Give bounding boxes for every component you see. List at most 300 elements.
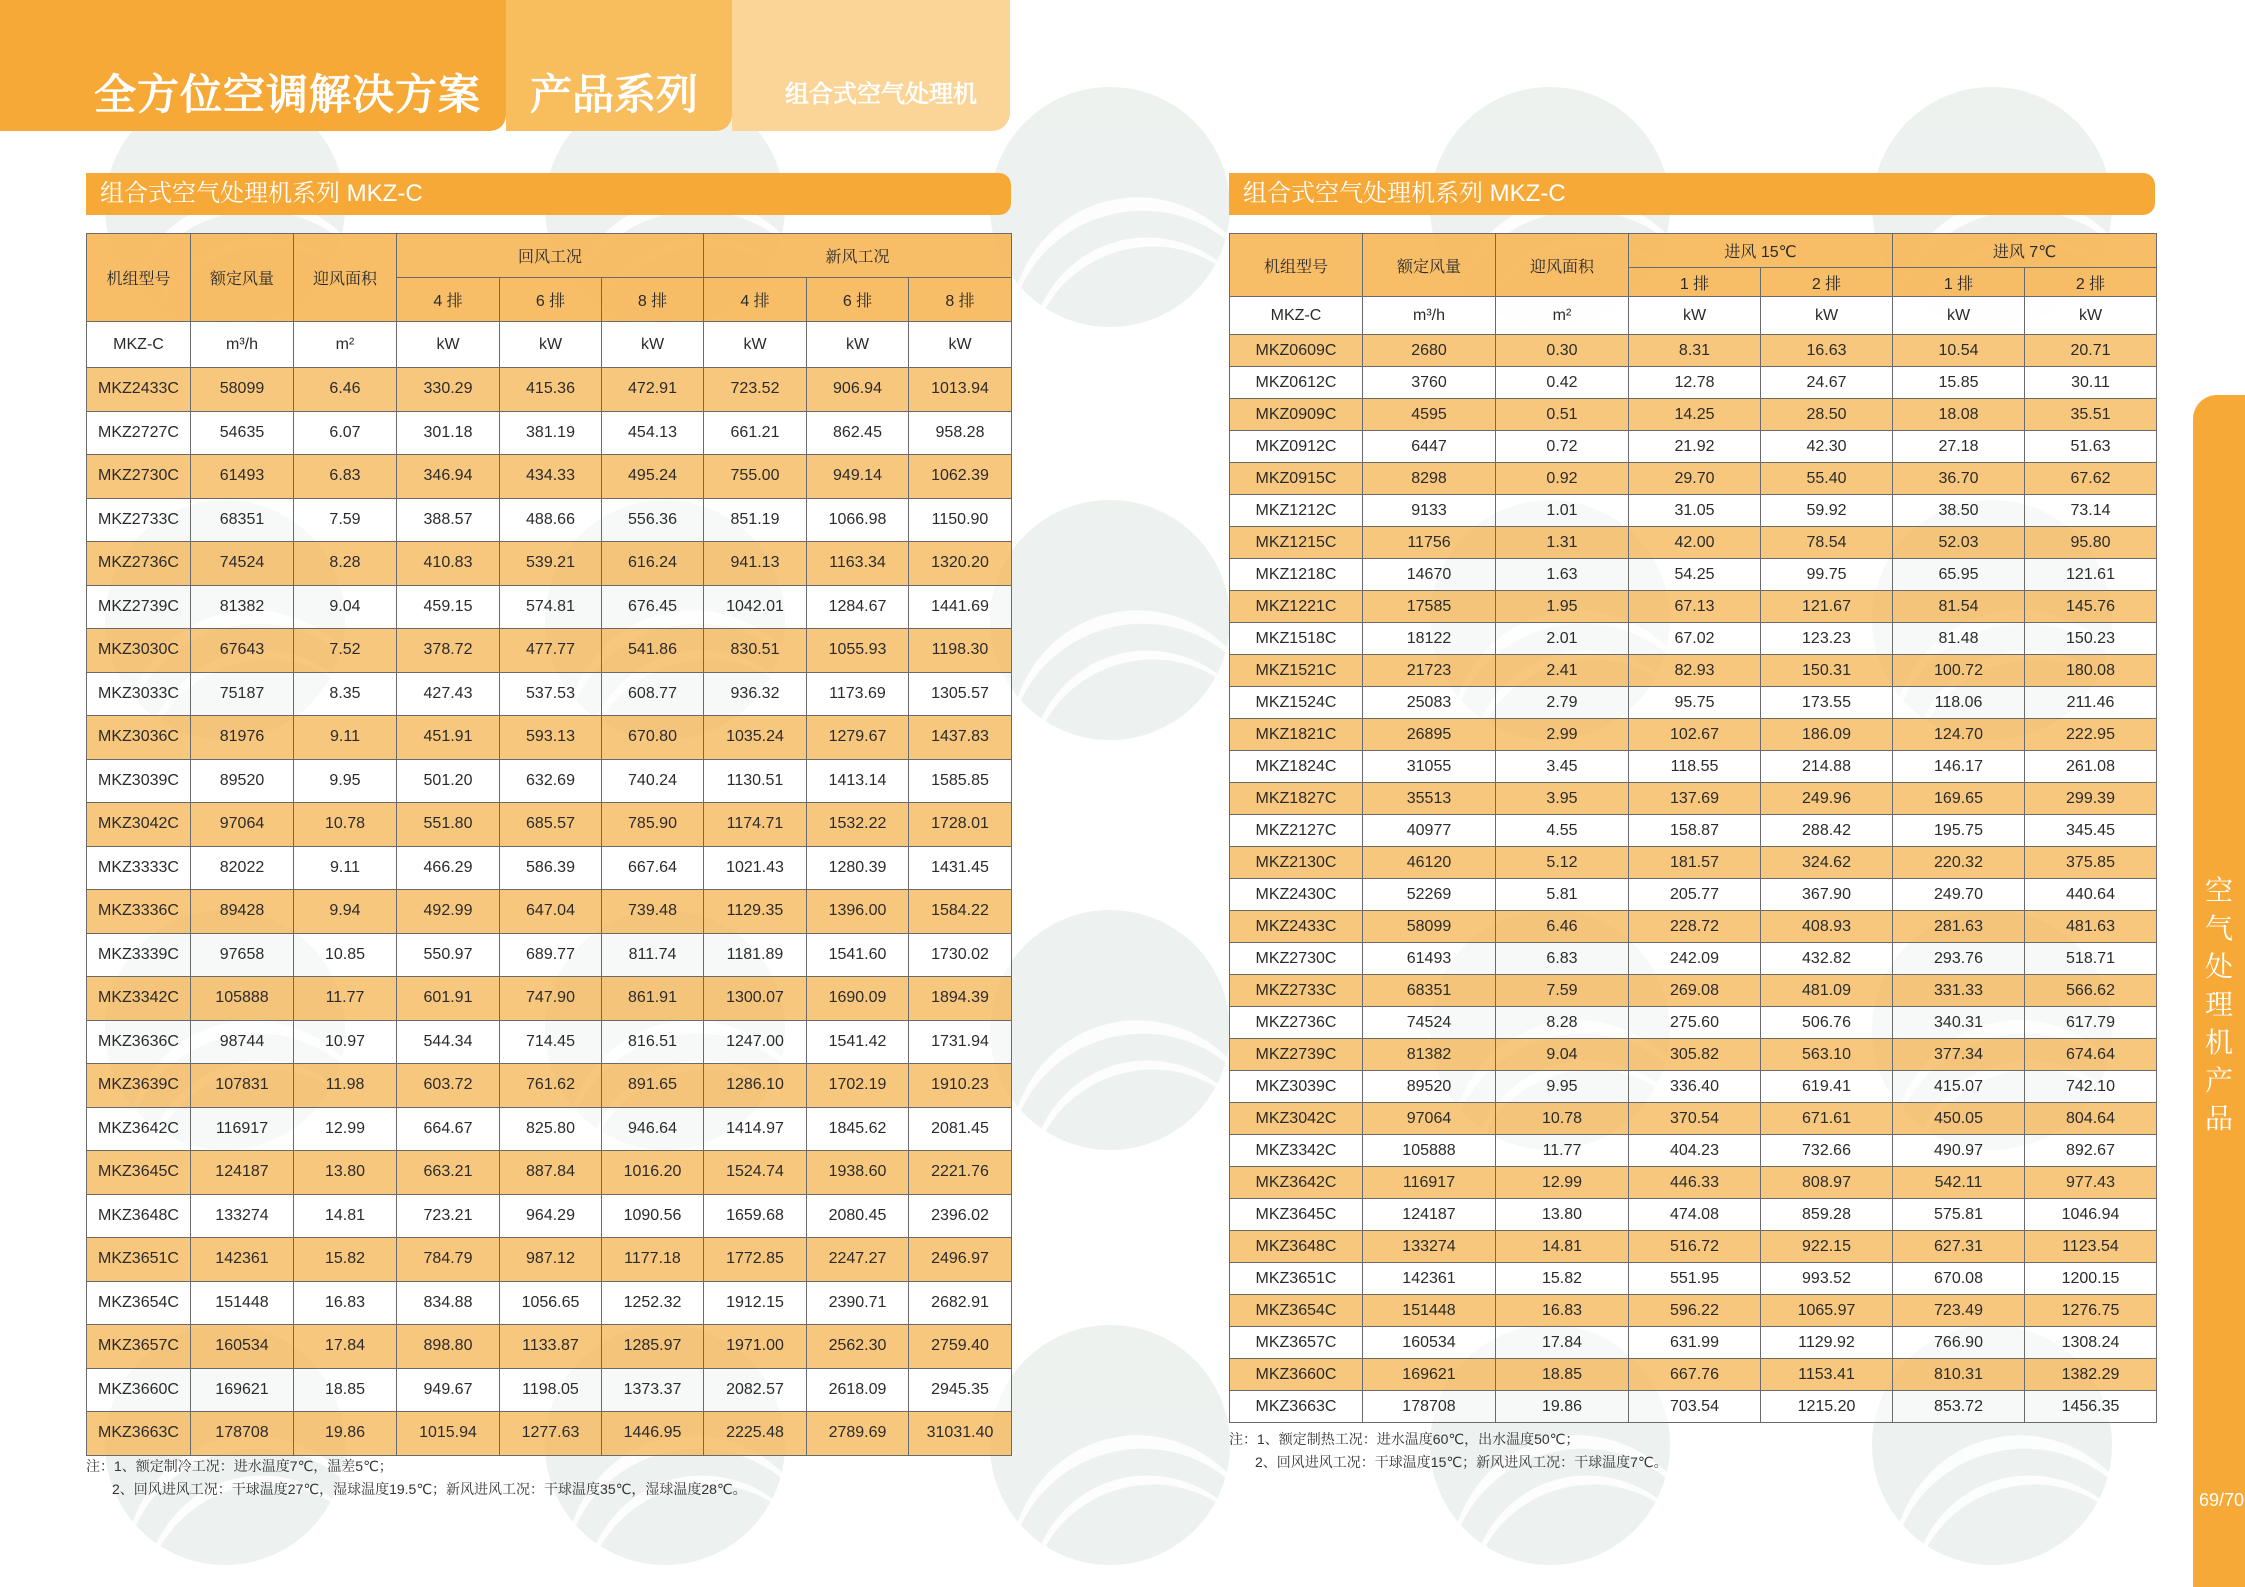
value-cell: 1042.01 — [704, 585, 807, 629]
value-cell: 12.78 — [1629, 367, 1761, 399]
value-cell: 6447 — [1363, 431, 1496, 463]
model-cell: MKZ2730C — [1230, 943, 1363, 975]
value-cell: 6.07 — [294, 411, 397, 455]
value-cell: 2081.45 — [909, 1107, 1012, 1151]
unit-cell: kW — [704, 322, 807, 368]
value-cell: 459.15 — [397, 585, 500, 629]
value-cell: 2682.91 — [909, 1281, 1012, 1325]
model-cell: MKZ3660C — [87, 1368, 191, 1412]
value-cell: 18.85 — [1496, 1359, 1629, 1391]
value-cell: 15.85 — [1893, 367, 2025, 399]
header-segment — [732, 0, 1010, 131]
value-cell: 21.92 — [1629, 431, 1761, 463]
value-cell: 949.14 — [807, 455, 909, 499]
value-cell: 1133.87 — [500, 1325, 602, 1369]
value-cell: 891.65 — [602, 1064, 704, 1108]
value-cell: 301.18 — [397, 411, 500, 455]
value-cell: 566.62 — [2025, 975, 2157, 1007]
value-cell: 556.36 — [602, 498, 704, 542]
value-cell: 10.78 — [1496, 1103, 1629, 1135]
value-cell: 5.81 — [1496, 879, 1629, 911]
header-airflow: 额定风量 — [1363, 234, 1496, 297]
value-cell: 67.62 — [2025, 463, 2157, 495]
model-cell: MKZ3663C — [1230, 1391, 1363, 1423]
value-cell: 10.85 — [294, 933, 397, 977]
value-cell: 501.20 — [397, 759, 500, 803]
model-cell: MKZ3042C — [1230, 1103, 1363, 1135]
value-cell: 1305.57 — [909, 672, 1012, 716]
value-cell: 17.84 — [1496, 1327, 1629, 1359]
value-cell: 26895 — [1363, 719, 1496, 751]
value-cell: 3760 — [1363, 367, 1496, 399]
value-cell: 2221.76 — [909, 1151, 1012, 1195]
value-cell: 1066.98 — [807, 498, 909, 542]
unit-cell: kW — [2025, 297, 2157, 335]
value-cell: 987.12 — [500, 1238, 602, 1282]
model-cell: MKZ2733C — [1230, 975, 1363, 1007]
value-cell: 1277.63 — [500, 1412, 602, 1456]
value-cell: 52269 — [1363, 879, 1496, 911]
unit-cell: m² — [294, 322, 397, 368]
value-cell: 7.59 — [294, 498, 397, 542]
value-cell: 740.24 — [602, 759, 704, 803]
model-cell: MKZ1521C — [1230, 655, 1363, 687]
value-cell: 10.54 — [1893, 335, 2025, 367]
value-cell: 1252.32 — [602, 1281, 704, 1325]
value-cell: 0.92 — [1496, 463, 1629, 495]
value-cell: 1431.45 — [909, 846, 1012, 890]
header-model: 机组型号 — [87, 234, 191, 322]
table-row — [1230, 1071, 2157, 1103]
value-cell: 89428 — [191, 890, 294, 934]
value-cell: 67643 — [191, 629, 294, 673]
value-cell: 15.82 — [1496, 1263, 1629, 1295]
header-rows: 4 排 — [704, 278, 807, 322]
value-cell: 495.24 — [602, 455, 704, 499]
table-row — [1230, 367, 2157, 399]
model-cell: MKZ1824C — [1230, 751, 1363, 783]
unit-cell: kW — [807, 322, 909, 368]
value-cell: 1285.97 — [602, 1325, 704, 1369]
value-cell: 151448 — [191, 1281, 294, 1325]
value-cell: 8.28 — [1496, 1007, 1629, 1039]
value-cell: 388.57 — [397, 498, 500, 542]
value-cell: 61493 — [191, 455, 294, 499]
value-cell: 107831 — [191, 1064, 294, 1108]
value-cell: 121.67 — [1761, 591, 1893, 623]
model-cell: MKZ2433C — [1230, 911, 1363, 943]
value-cell: 993.52 — [1761, 1263, 1893, 1295]
value-cell: 1284.67 — [807, 585, 909, 629]
value-cell: 2618.09 — [807, 1368, 909, 1412]
value-cell: 377.34 — [1893, 1039, 2025, 1071]
value-cell: 941.13 — [704, 542, 807, 586]
table-row — [1230, 1103, 2157, 1135]
value-cell: 30.11 — [2025, 367, 2157, 399]
value-cell: 977.43 — [2025, 1167, 2157, 1199]
value-cell: 9.11 — [294, 846, 397, 890]
value-cell: 81.54 — [1893, 591, 2025, 623]
value-cell: 169621 — [1363, 1359, 1496, 1391]
value-cell: 222.95 — [2025, 719, 2157, 751]
table-row — [87, 585, 1012, 629]
model-cell: MKZ2739C — [87, 585, 191, 629]
value-cell: 14.81 — [1496, 1231, 1629, 1263]
table-row — [1230, 1359, 2157, 1391]
value-cell: 563.10 — [1761, 1039, 1893, 1071]
value-cell: 825.80 — [500, 1107, 602, 1151]
model-cell: MKZ3639C — [87, 1064, 191, 1108]
header-rows: 6 排 — [500, 278, 602, 322]
value-cell: 6.83 — [294, 455, 397, 499]
model-cell: MKZ1212C — [1230, 495, 1363, 527]
page-number: 69/70 — [2199, 1490, 2245, 1510]
value-cell: 481.63 — [2025, 911, 2157, 943]
table-row — [87, 759, 1012, 803]
value-cell: 1021.43 — [704, 846, 807, 890]
value-cell: 593.13 — [500, 716, 602, 760]
table-row — [1230, 1327, 2157, 1359]
value-cell: 14.81 — [294, 1194, 397, 1238]
value-cell: 81976 — [191, 716, 294, 760]
value-cell: 1456.35 — [2025, 1391, 2157, 1423]
model-cell: MKZ3333C — [87, 846, 191, 890]
model-cell: MKZ3636C — [87, 1020, 191, 1064]
model-cell: MKZ2430C — [1230, 879, 1363, 911]
value-cell: 121.61 — [2025, 559, 2157, 591]
value-cell: 100.72 — [1893, 655, 2025, 687]
table-row — [87, 498, 1012, 542]
value-cell: 61493 — [1363, 943, 1496, 975]
value-cell: 146.17 — [1893, 751, 2025, 783]
value-cell: 0.30 — [1496, 335, 1629, 367]
value-cell: 9133 — [1363, 495, 1496, 527]
value-cell: 2.79 — [1496, 687, 1629, 719]
value-cell: 1320.20 — [909, 542, 1012, 586]
value-cell: 9.04 — [1496, 1039, 1629, 1071]
model-cell: MKZ3039C — [87, 759, 191, 803]
value-cell: 619.41 — [1761, 1071, 1893, 1103]
value-cell: 1056.65 — [500, 1281, 602, 1325]
value-cell: 541.86 — [602, 629, 704, 673]
note-line: 注：1、额定制冷工况：进水温度7℃，温差5℃； — [86, 1458, 393, 1474]
value-cell: 1123.54 — [2025, 1231, 2157, 1263]
value-cell: 58099 — [191, 368, 294, 412]
value-cell: 31031.40 — [909, 1412, 1012, 1456]
header-series: 产品系列 — [530, 71, 699, 118]
value-cell: 7.59 — [1496, 975, 1629, 1007]
value-cell: 116917 — [1363, 1167, 1496, 1199]
value-cell: 124187 — [1363, 1199, 1496, 1231]
unit-cell: kW — [1629, 297, 1761, 335]
value-cell: 739.48 — [602, 890, 704, 934]
unit-cell: MKZ-C — [87, 322, 191, 368]
value-cell: 116917 — [191, 1107, 294, 1151]
value-cell: 46120 — [1363, 847, 1496, 879]
value-cell: 0.51 — [1496, 399, 1629, 431]
value-cell: 21723 — [1363, 655, 1496, 687]
right-notes — [1229, 1428, 1668, 1474]
value-cell: 477.77 — [500, 629, 602, 673]
table-row — [87, 542, 1012, 586]
model-cell: MKZ3342C — [87, 977, 191, 1021]
value-cell: 74524 — [191, 542, 294, 586]
value-cell: 378.72 — [397, 629, 500, 673]
model-cell: MKZ3336C — [87, 890, 191, 934]
table-row — [1230, 911, 2157, 943]
value-cell: 124187 — [191, 1151, 294, 1195]
value-cell: 95.75 — [1629, 687, 1761, 719]
value-cell: 249.70 — [1893, 879, 2025, 911]
table-row — [87, 1281, 1012, 1325]
value-cell: 1279.67 — [807, 716, 909, 760]
table-row — [1230, 815, 2157, 847]
value-cell: 667.76 — [1629, 1359, 1761, 1391]
value-cell: 542.11 — [1893, 1167, 2025, 1199]
value-cell: 574.81 — [500, 585, 602, 629]
value-cell: 898.80 — [397, 1325, 500, 1369]
value-cell: 958.28 — [909, 411, 1012, 455]
value-cell: 35.51 — [2025, 399, 2157, 431]
table-row — [1230, 975, 2157, 1007]
value-cell: 804.64 — [2025, 1103, 2157, 1135]
table-row — [87, 1412, 1012, 1456]
table-row — [1230, 1007, 2157, 1039]
table-row — [1230, 591, 2157, 623]
value-cell: 29.70 — [1629, 463, 1761, 495]
table-row — [87, 1368, 1012, 1412]
value-cell: 4595 — [1363, 399, 1496, 431]
model-cell: MKZ0609C — [1230, 335, 1363, 367]
value-cell: 616.24 — [602, 542, 704, 586]
value-cell: 1730.02 — [909, 933, 1012, 977]
value-cell: 160534 — [1363, 1327, 1496, 1359]
value-cell: 330.29 — [397, 368, 500, 412]
value-cell: 195.75 — [1893, 815, 2025, 847]
value-cell: 1659.68 — [704, 1194, 807, 1238]
model-cell: MKZ3033C — [87, 672, 191, 716]
note-line: 2、回风进风工况：干球温度15℃；新风进风工况：干球温度7℃。 — [1255, 1454, 1668, 1470]
value-cell: 137.69 — [1629, 783, 1761, 815]
value-cell: 186.09 — [1761, 719, 1893, 751]
value-cell: 10.97 — [294, 1020, 397, 1064]
value-cell: 1690.09 — [807, 977, 909, 1021]
value-cell: 1396.00 — [807, 890, 909, 934]
value-cell: 82022 — [191, 846, 294, 890]
value-cell: 180.08 — [2025, 655, 2157, 687]
table-row — [1230, 1199, 2157, 1231]
model-cell: MKZ3648C — [1230, 1231, 1363, 1263]
value-cell: 9.94 — [294, 890, 397, 934]
table-row — [1230, 431, 2157, 463]
value-cell: 346.94 — [397, 455, 500, 499]
value-cell: 451.91 — [397, 716, 500, 760]
value-cell: 20.71 — [2025, 335, 2157, 367]
value-cell: 9.11 — [294, 716, 397, 760]
value-cell: 755.00 — [704, 455, 807, 499]
table-row — [1230, 943, 2157, 975]
value-cell: 133274 — [1363, 1231, 1496, 1263]
value-cell: 516.72 — [1629, 1231, 1761, 1263]
value-cell: 16.63 — [1761, 335, 1893, 367]
value-cell: 16.83 — [1496, 1295, 1629, 1327]
table-row — [1230, 335, 2157, 367]
value-cell: 1163.34 — [807, 542, 909, 586]
table-row — [87, 368, 1012, 412]
table-row — [87, 1325, 1012, 1369]
table-row — [1230, 527, 2157, 559]
table-row — [87, 977, 1012, 1021]
table-row — [87, 1238, 1012, 1282]
value-cell: 784.79 — [397, 1238, 500, 1282]
value-cell: 14.25 — [1629, 399, 1761, 431]
table-row — [1230, 655, 2157, 687]
table-row — [1230, 879, 2157, 911]
table-row — [1230, 1039, 2157, 1071]
value-cell: 2680 — [1363, 335, 1496, 367]
value-cell: 375.85 — [2025, 847, 2157, 879]
value-cell: 1153.41 — [1761, 1359, 1893, 1391]
value-cell: 1276.75 — [2025, 1295, 2157, 1327]
value-cell: 1524.74 — [704, 1151, 807, 1195]
table-row — [1230, 559, 2157, 591]
model-cell: MKZ0612C — [1230, 367, 1363, 399]
value-cell: 9.95 — [1496, 1071, 1629, 1103]
value-cell: 671.61 — [1761, 1103, 1893, 1135]
value-cell: 211.46 — [2025, 687, 2157, 719]
model-cell: MKZ0909C — [1230, 399, 1363, 431]
value-cell: 1373.37 — [602, 1368, 704, 1412]
value-cell: 1584.22 — [909, 890, 1012, 934]
value-cell: 946.64 — [602, 1107, 704, 1151]
value-cell: 214.88 — [1761, 751, 1893, 783]
model-cell: MKZ2739C — [1230, 1039, 1363, 1071]
value-cell: 949.67 — [397, 1368, 500, 1412]
value-cell: 8.31 — [1629, 335, 1761, 367]
value-cell: 632.69 — [500, 759, 602, 803]
value-cell: 474.08 — [1629, 1199, 1761, 1231]
table-row — [1230, 1135, 2157, 1167]
table-row — [1230, 623, 2157, 655]
table-row — [87, 455, 1012, 499]
value-cell: 415.07 — [1893, 1071, 2025, 1103]
value-cell: 1013.94 — [909, 368, 1012, 412]
model-cell: MKZ2727C — [87, 411, 191, 455]
unit-cell: m³/h — [1363, 297, 1496, 335]
model-cell: MKZ1221C — [1230, 591, 1363, 623]
left-table-body — [87, 368, 1012, 1456]
value-cell: 169.65 — [1893, 783, 2025, 815]
value-cell: 13.80 — [1496, 1199, 1629, 1231]
value-cell: 1280.39 — [807, 846, 909, 890]
value-cell: 2496.97 — [909, 1238, 1012, 1282]
value-cell: 1181.89 — [704, 933, 807, 977]
table-row — [87, 1194, 1012, 1238]
value-cell: 299.39 — [2025, 783, 2157, 815]
value-cell: 647.04 — [500, 890, 602, 934]
model-cell: MKZ1524C — [1230, 687, 1363, 719]
header-inlet-15: 进风 15℃ — [1629, 234, 1893, 268]
value-cell: 68351 — [191, 498, 294, 542]
value-cell: 142361 — [1363, 1263, 1496, 1295]
value-cell: 1200.15 — [2025, 1263, 2157, 1295]
value-cell: 2080.45 — [807, 1194, 909, 1238]
unit-cell: kW — [500, 322, 602, 368]
model-cell: MKZ3651C — [1230, 1263, 1363, 1295]
table-row — [87, 716, 1012, 760]
value-cell: 1912.15 — [704, 1281, 807, 1325]
unit-cell: m³/h — [191, 322, 294, 368]
header-return-air: 回风工况 — [397, 234, 704, 278]
value-cell: 123.23 — [1761, 623, 1893, 655]
value-cell: 631.99 — [1629, 1327, 1761, 1359]
value-cell: 1.63 — [1496, 559, 1629, 591]
model-cell: MKZ3642C — [87, 1107, 191, 1151]
value-cell: 440.64 — [2025, 879, 2157, 911]
value-cell: 19.86 — [1496, 1391, 1629, 1423]
value-cell: 151448 — [1363, 1295, 1496, 1327]
value-cell: 1300.07 — [704, 977, 807, 1021]
table-row — [1230, 783, 2157, 815]
value-cell: 689.77 — [500, 933, 602, 977]
value-cell: 1541.42 — [807, 1020, 909, 1064]
table-row — [1230, 751, 2157, 783]
value-cell: 608.77 — [602, 672, 704, 716]
value-cell: 1035.24 — [704, 716, 807, 760]
value-cell: 1938.60 — [807, 1151, 909, 1195]
value-cell: 1382.29 — [2025, 1359, 2157, 1391]
value-cell: 18.85 — [294, 1368, 397, 1412]
value-cell: 4.55 — [1496, 815, 1629, 847]
value-cell: 81.48 — [1893, 623, 2025, 655]
value-cell: 178708 — [191, 1412, 294, 1456]
header-rows: 8 排 — [602, 278, 704, 322]
model-cell: MKZ0912C — [1230, 431, 1363, 463]
model-cell: MKZ1827C — [1230, 783, 1363, 815]
value-cell: 288.42 — [1761, 815, 1893, 847]
page-header — [0, 0, 1010, 131]
value-cell: 936.32 — [704, 672, 807, 716]
unit-cell: kW — [602, 322, 704, 368]
value-cell: 1413.14 — [807, 759, 909, 803]
model-cell: MKZ2127C — [1230, 815, 1363, 847]
value-cell: 1198.05 — [500, 1368, 602, 1412]
value-cell: 1971.00 — [704, 1325, 807, 1369]
unit-cell: kW — [1893, 297, 2025, 335]
value-cell: 228.72 — [1629, 911, 1761, 943]
value-cell: 1414.97 — [704, 1107, 807, 1151]
value-cell: 142361 — [191, 1238, 294, 1282]
value-cell: 2390.71 — [807, 1281, 909, 1325]
value-cell: 27.18 — [1893, 431, 2025, 463]
value-cell: 59.92 — [1761, 495, 1893, 527]
value-cell: 887.84 — [500, 1151, 602, 1195]
model-cell: MKZ2733C — [87, 498, 191, 542]
watermark-logo — [990, 910, 1230, 1150]
value-cell: 169621 — [191, 1368, 294, 1412]
value-cell: 853.72 — [1893, 1391, 2025, 1423]
value-cell: 2082.57 — [704, 1368, 807, 1412]
value-cell: 68351 — [1363, 975, 1496, 1007]
table-row — [87, 846, 1012, 890]
value-cell: 6.46 — [294, 368, 397, 412]
table-row — [1230, 463, 2157, 495]
value-cell: 89520 — [191, 759, 294, 803]
model-cell: MKZ3654C — [87, 1281, 191, 1325]
table-row — [1230, 1231, 2157, 1263]
table-row — [87, 1064, 1012, 1108]
value-cell: 118.06 — [1893, 687, 2025, 719]
